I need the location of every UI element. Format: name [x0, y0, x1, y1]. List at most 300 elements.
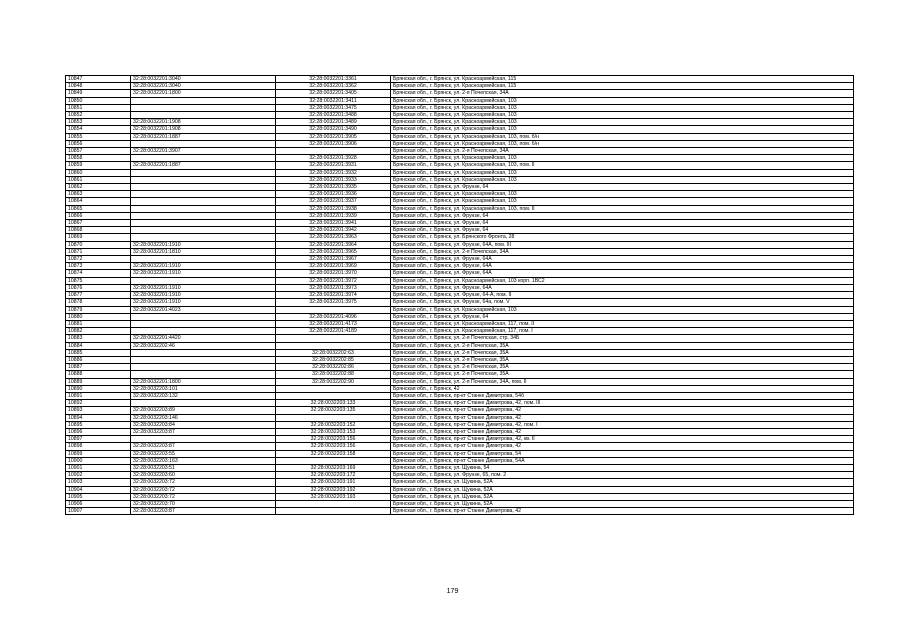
cadastral-number-cell: 32:28:0032201:3361: [276, 76, 391, 83]
parent-cadastral-number-cell: 32:28:0032201:1910: [131, 299, 276, 306]
address-cell: Брянская обл., г. Брянск, ул. Красноармейская, 103: [391, 155, 854, 162]
address-cell: Брянская обл., г. Брянск, ул. Щукина, 52А: [391, 479, 854, 486]
address-cell: Брянская обл., г. Брянск, пр-кт Станке Димитрова, 54: [391, 450, 854, 457]
parent-cadastral-number-cell: 32:28:0032203:89: [131, 407, 276, 414]
table-row: [66, 356, 854, 363]
cadastral-number-cell: 32:28:0032201:3411: [276, 97, 391, 104]
parent-cadastral-number-cell: 32:28:0032203:101: [131, 385, 276, 392]
row-number-cell: 10865: [66, 205, 131, 212]
row-number-cell: 10874: [66, 270, 131, 277]
parent-cadastral-number-cell: [131, 191, 276, 198]
table-row: [66, 212, 854, 219]
address-cell: Брянская обл., г. Брянск, ул. Красноармейская, 103, пом. II: [391, 162, 854, 169]
cadastral-number-cell: 32:28:0032201:4096: [276, 313, 391, 320]
table-row: [66, 299, 854, 306]
address-cell: Брянская обл., г. Брянск, ул. Красноармейская, 103: [391, 191, 854, 198]
table-row: [66, 306, 854, 313]
cadastral-number-cell: 32:28:0032203:156: [276, 443, 391, 450]
parent-cadastral-number-cell: [131, 227, 276, 234]
parent-cadastral-number-cell: 32:28:0032201:1910: [131, 270, 276, 277]
cadastral-number-cell: 32:28:0032201:3475: [276, 104, 391, 111]
cadastral-number-cell: [276, 414, 391, 421]
address-cell: Брянская обл., г. Брянск, пр-кт Станке Димитрова, 42: [391, 428, 854, 435]
row-number-cell: 10890: [66, 385, 131, 392]
row-number-cell: 10893: [66, 407, 131, 414]
parent-cadastral-number-cell: [131, 256, 276, 263]
cadastral-number-cell: 32:28:0032203:172: [276, 472, 391, 479]
table-row: [66, 112, 854, 119]
parent-cadastral-number-cell: 32:28:0032203:84: [131, 421, 276, 428]
row-number-cell: 10851: [66, 104, 131, 111]
address-cell: Брянская обл., г. Брянск, пр-кт Станке Димитрова, 54А: [391, 457, 854, 464]
parent-cadastral-number-cell: 32:28:0032201:3040: [131, 76, 276, 83]
address-cell: Брянская обл., г. Брянск, ул. Фрунзе, 64А, пом. III: [391, 241, 854, 248]
parent-cadastral-number-cell: 32:28:0032202:46: [131, 342, 276, 349]
cadastral-number-cell: 32:28:0032201:3938: [276, 205, 391, 212]
parent-cadastral-number-cell: [131, 169, 276, 176]
parent-cadastral-number-cell: 32:28:0032203:87: [131, 428, 276, 435]
cadastral-number-cell: 32:28:0032201:3937: [276, 198, 391, 205]
table-row: [66, 205, 854, 212]
address-cell: Брянская обл., г. Брянск, ул. Красноармейская, 103, пом. II: [391, 205, 854, 212]
address-cell: Брянская обл., г. Брянск, ул. Фрунзе, 64А: [391, 284, 854, 291]
table-row: [66, 378, 854, 385]
table-row: [66, 342, 854, 349]
parent-cadastral-number-cell: 32:28:0032201:1908: [131, 126, 276, 133]
parent-cadastral-number-cell: 32:28:0032201:1910: [131, 263, 276, 270]
parent-cadastral-number-cell: 32:28:0032203:132: [131, 392, 276, 399]
cadastral-number-cell: 32:28:0032203:158: [276, 450, 391, 457]
cadastral-number-cell: 32:28:0032201:3973: [276, 284, 391, 291]
cadastral-number-cell: 32:28:0032201:3975: [276, 299, 391, 306]
row-number-cell: 10869: [66, 234, 131, 241]
table-row: [66, 119, 854, 126]
address-cell: Брянская обл., г. Брянск, ул. Красноармейская, 103: [391, 176, 854, 183]
row-number-cell: 10848: [66, 83, 131, 90]
cadastral-number-cell: 32:28:0032201:3935: [276, 184, 391, 191]
parent-cadastral-number-cell: 32:28:0032203:72: [131, 479, 276, 486]
table-row: [66, 371, 854, 378]
address-cell: Брянская обл., г. Брянск, пр-кт Станке Димитрова, 42: [391, 508, 854, 515]
parent-cadastral-number-cell: [131, 184, 276, 191]
table-row: [66, 176, 854, 183]
address-cell: Брянская обл., г. Брянск, пр-кт Станке Димитрова, 42: [391, 414, 854, 421]
table-row: [66, 392, 854, 399]
parent-cadastral-number-cell: 32:28:0032201:3907: [131, 148, 276, 155]
parent-cadastral-number-cell: 32:28:0032203:87: [131, 443, 276, 450]
row-number-cell: 10872: [66, 256, 131, 263]
parent-cadastral-number-cell: [131, 371, 276, 378]
row-number-cell: 10891: [66, 392, 131, 399]
cadastral-number-cell: 32:28:0032201:3928: [276, 155, 391, 162]
row-number-cell: 10892: [66, 400, 131, 407]
row-number-cell: 10868: [66, 227, 131, 234]
address-cell: Брянская обл., г. Брянск, ул. Красноармейская, 103: [391, 306, 854, 313]
address-cell: Брянская обл., г. Брянск, ул. 2-я Почепская, 34А: [391, 248, 854, 255]
table-row: [66, 270, 854, 277]
table-row: [66, 400, 854, 407]
cadastral-register-table: [65, 75, 854, 515]
table-row: [66, 428, 854, 435]
address-cell: Брянская обл., г. Брянск, ул. Щукина, 52А: [391, 493, 854, 500]
parent-cadastral-number-cell: 32:28:0032201:1800: [131, 378, 276, 385]
address-cell: Брянская обл., г. Брянск, ул. Красноармейская, 103: [391, 169, 854, 176]
address-cell: Брянская обл., г. Брянск, ул. Красноармейская, 115: [391, 76, 854, 83]
parent-cadastral-number-cell: 32:28:0032201:1910: [131, 241, 276, 248]
table-row: [66, 508, 854, 515]
cadastral-number-cell: 32:28:0032201:3974: [276, 292, 391, 299]
table-row: [66, 241, 854, 248]
address-cell: Брянская обл., г. Брянск, ул. Фрунзе, 64-А, пом. II: [391, 292, 854, 299]
parent-cadastral-number-cell: [131, 400, 276, 407]
table-row: [66, 328, 854, 335]
row-number-cell: 10895: [66, 421, 131, 428]
cadastral-number-cell: [276, 148, 391, 155]
row-number-cell: 10877: [66, 292, 131, 299]
row-number-cell: 10886: [66, 356, 131, 363]
table-row: [66, 97, 854, 104]
parent-cadastral-number-cell: 32:28:0032201:4420: [131, 335, 276, 342]
parent-cadastral-number-cell: [131, 205, 276, 212]
table-row: [66, 457, 854, 464]
table-row: [66, 104, 854, 111]
cadastral-number-cell: [276, 508, 391, 515]
table-row: [66, 184, 854, 191]
cadastral-number-cell: 32:28:0032203:193: [276, 493, 391, 500]
row-number-cell: 10884: [66, 342, 131, 349]
cadastral-number-cell: 32:28:0032201:3972: [276, 277, 391, 284]
row-number-cell: 10899: [66, 450, 131, 457]
address-cell: Брянская обл., г. Брянск, ул. 2-я Почепская, стр. 34Б: [391, 335, 854, 342]
address-cell: Брянская обл., г. Брянск, ул. Красноармейская, 115: [391, 83, 854, 90]
cadastral-number-cell: 32:28:0032203:191: [276, 479, 391, 486]
cadastral-number-cell: 32:28:0032201:3905: [276, 133, 391, 140]
row-number-cell: 10879: [66, 306, 131, 313]
address-cell: Брянская обл., г. Брянск, ул. Фрунзе, 64: [391, 220, 854, 227]
table-row: [66, 284, 854, 291]
cadastral-number-cell: [276, 342, 391, 349]
row-number-cell: 10880: [66, 313, 131, 320]
parent-cadastral-number-cell: 32:28:0032201:1800: [131, 90, 276, 97]
row-number-cell: 10864: [66, 198, 131, 205]
parent-cadastral-number-cell: 32:28:0032201:3040: [131, 83, 276, 90]
cadastral-number-cell: 32:28:0032203:152: [276, 421, 391, 428]
parent-cadastral-number-cell: [131, 104, 276, 111]
address-cell: Брянская обл., г. Брянск, пр-кт Станке Димитрова, 42: [391, 407, 854, 414]
row-number-cell: 10856: [66, 140, 131, 147]
table-row: [66, 385, 854, 392]
row-number-cell: 10878: [66, 299, 131, 306]
address-cell: Брянская обл., г. Брянск, ул. Фрунзе, 64А: [391, 263, 854, 270]
cadastral-number-cell: 32:28:0032201:3964: [276, 241, 391, 248]
cadastral-number-cell: 32:28:0032201:3488: [276, 112, 391, 119]
row-number-cell: 10873: [66, 263, 131, 270]
table-row: [66, 500, 854, 507]
address-cell: Брянская обл., г. Брянск, ул. Фрунзе, 64А: [391, 256, 854, 263]
row-number-cell: 10876: [66, 284, 131, 291]
table-row: [66, 313, 854, 320]
cadastral-number-cell: 32:28:0032202:86: [276, 364, 391, 371]
row-number-cell: 10889: [66, 378, 131, 385]
cadastral-number-cell: 32:28:0032203:153: [276, 428, 391, 435]
row-number-cell: 10855: [66, 133, 131, 140]
table-row: [66, 436, 854, 443]
table-row: [66, 191, 854, 198]
cadastral-number-cell: [276, 392, 391, 399]
address-cell: Брянская обл., г. Брянск, ул. 2-я Почепская, 35А: [391, 364, 854, 371]
table-row: [66, 335, 854, 342]
table-row: [66, 234, 854, 241]
row-number-cell: 10852: [66, 112, 131, 119]
row-number-cell: 10900: [66, 457, 131, 464]
parent-cadastral-number-cell: [131, 313, 276, 320]
cadastral-number-cell: 32:28:0032203:133: [276, 400, 391, 407]
parent-cadastral-number-cell: 32:28:0032201:4023: [131, 306, 276, 313]
address-cell: Брянская обл., г. Брянск, ул. Красноармейская, 103: [391, 112, 854, 119]
address-cell: Брянская обл., г. Брянск, ул. Красноармейская, 103 корп. 1ВС2: [391, 277, 854, 284]
cadastral-number-cell: 32:28:0032201:4173: [276, 320, 391, 327]
page-number: 179: [446, 588, 459, 595]
address-cell: Брянская обл., г. Брянск, 42: [391, 385, 854, 392]
cadastral-number-cell: 32:28:0032201:3970: [276, 270, 391, 277]
table-row: [66, 320, 854, 327]
row-number-cell: 10881: [66, 320, 131, 327]
table-row: [66, 76, 854, 83]
table-row: [66, 263, 854, 270]
parent-cadastral-number-cell: [131, 176, 276, 183]
cadastral-number-cell: 32:28:0032201:3489: [276, 119, 391, 126]
row-number-cell: 10887: [66, 364, 131, 371]
table-row: [66, 133, 854, 140]
address-cell: Брянская обл., г. Брянск, пр-кт Станке Димитрова, 42, пом. I: [391, 421, 854, 428]
row-number-cell: 10888: [66, 371, 131, 378]
parent-cadastral-number-cell: 32:28:0032201:1908: [131, 119, 276, 126]
table-row: [66, 493, 854, 500]
address-cell: Брянская обл., г. Брянск, ул. Красноармейская, 103, пом. б/н: [391, 133, 854, 140]
address-cell: Брянская обл., г. Брянск, ул. Красноармейская, 103, пом. б/н: [391, 140, 854, 147]
cadastral-number-cell: 32:28:0032202:63: [276, 349, 391, 356]
row-number-cell: 10896: [66, 428, 131, 435]
table-row: [66, 450, 854, 457]
row-number-cell: 10902: [66, 472, 131, 479]
address-cell: Брянская обл., г. Брянск, пр-кт Станке Димитрова, 42: [391, 443, 854, 450]
table-row: [66, 220, 854, 227]
table-row: [66, 248, 854, 255]
row-number-cell: 10849: [66, 90, 131, 97]
cadastral-number-cell: 32:28:0032201:3405: [276, 90, 391, 97]
table-row: [66, 292, 854, 299]
row-number-cell: 10875: [66, 277, 131, 284]
parent-cadastral-number-cell: [131, 364, 276, 371]
address-cell: Брянская обл., г. Брянск, ул. 2-я Почепская, 34А: [391, 90, 854, 97]
address-cell: Брянская обл., г. Брянск, ул. Красноармейская, 103: [391, 126, 854, 133]
parent-cadastral-number-cell: 32:28:0032201:1887: [131, 133, 276, 140]
parent-cadastral-number-cell: [131, 155, 276, 162]
cadastral-number-cell: 32:28:0032201:3932: [276, 169, 391, 176]
parent-cadastral-number-cell: [131, 140, 276, 147]
row-number-cell: 10882: [66, 328, 131, 335]
parent-cadastral-number-cell: 32:28:0032201:1910: [131, 284, 276, 291]
address-cell: Брянская обл., г. Брянск, ул. Фрунзе, 64: [391, 184, 854, 191]
cadastral-number-cell: [276, 500, 391, 507]
row-number-cell: 10857: [66, 148, 131, 155]
address-cell: Брянская обл., г. Брянск, пр-кт Станке Димитрова, 54б: [391, 392, 854, 399]
table-row: [66, 414, 854, 421]
table-row: [66, 472, 854, 479]
parent-cadastral-number-cell: [131, 277, 276, 284]
parent-cadastral-number-cell: 32:28:0032203:51: [131, 464, 276, 471]
cadastral-number-cell: 32:28:0032201:3936: [276, 191, 391, 198]
cadastral-number-cell: 32:28:0032202:85: [276, 356, 391, 363]
cadastral-number-cell: 32:28:0032201:4189: [276, 328, 391, 335]
cadastral-number-cell: 32:28:0032201:3963: [276, 234, 391, 241]
row-number-cell: 10861: [66, 176, 131, 183]
address-cell: Брянская обл., г. Брянск, ул. 2-я Почепская, 35А: [391, 371, 854, 378]
row-number-cell: 10901: [66, 464, 131, 471]
table-body: [66, 76, 854, 515]
address-cell: Брянская обл., г. Брянск, ул. Красноармейская, 103: [391, 104, 854, 111]
address-cell: Брянская обл., г. Брянск, ул. Фрунзе, 64а, пом. V: [391, 299, 854, 306]
table-row: [66, 227, 854, 234]
address-cell: Брянская обл., г. Брянск, ул. Красноармейская, 103: [391, 119, 854, 126]
table-row: [66, 256, 854, 263]
parent-cadastral-number-cell: [131, 328, 276, 335]
parent-cadastral-number-cell: 32:28:0032203:163: [131, 457, 276, 464]
parent-cadastral-number-cell: 32:28:0032201:1810: [131, 248, 276, 255]
table-row: [66, 486, 854, 493]
cadastral-number-cell: 32:28:0032201:3965: [276, 248, 391, 255]
cadastral-number-cell: 32:28:0032201:3931: [276, 162, 391, 169]
row-number-cell: 10867: [66, 220, 131, 227]
row-number-cell: 10853: [66, 119, 131, 126]
row-number-cell: 10903: [66, 479, 131, 486]
parent-cadastral-number-cell: 32:28:0032203:55: [131, 450, 276, 457]
address-cell: Брянская обл., г. Брянск, ул. 2-я Почепская, 35А: [391, 349, 854, 356]
parent-cadastral-number-cell: 32:28:0032203:72: [131, 486, 276, 493]
cadastral-number-cell: 32:28:0032201:3967: [276, 256, 391, 263]
cadastral-number-cell: 32:28:0032203:169: [276, 464, 391, 471]
parent-cadastral-number-cell: [131, 198, 276, 205]
row-number-cell: 10862: [66, 184, 131, 191]
cadastral-number-cell: 32:28:0032201:3941: [276, 220, 391, 227]
cadastral-number-cell: 32:28:0032203:135: [276, 407, 391, 414]
cadastral-number-cell: 32:28:0032203:192: [276, 486, 391, 493]
cadastral-number-cell: 32:28:0032202:88: [276, 371, 391, 378]
row-number-cell: 10883: [66, 335, 131, 342]
cadastral-number-cell: 32:28:0032201:3939: [276, 212, 391, 219]
address-cell: Брянская обл., г. Брянск, ул. Красноармейская, 117, пом. II: [391, 320, 854, 327]
table-row: [66, 155, 854, 162]
row-number-cell: 10860: [66, 169, 131, 176]
address-cell: Брянская обл., г. Брянск, ул. Щукина, 52А: [391, 486, 854, 493]
parent-cadastral-number-cell: 32:28:0032203:146: [131, 414, 276, 421]
row-number-cell: 10863: [66, 191, 131, 198]
table-row: [66, 140, 854, 147]
table-row: [66, 349, 854, 356]
row-number-cell: 10854: [66, 126, 131, 133]
address-cell: Брянская обл., г. Брянск, ул. 2-я Почепская, 35А: [391, 342, 854, 349]
parent-cadastral-number-cell: [131, 220, 276, 227]
table-row: [66, 443, 854, 450]
address-cell: Брянская обл., г. Брянск, ул. Фрунзе, 64А: [391, 270, 854, 277]
table-row: [66, 407, 854, 414]
row-number-cell: 10904: [66, 486, 131, 493]
address-cell: Брянская обл., г. Брянск, ул. Фрунзе, 65, пом. 2: [391, 472, 854, 479]
parent-cadastral-number-cell: [131, 234, 276, 241]
parent-cadastral-number-cell: [131, 320, 276, 327]
table-row: [66, 148, 854, 155]
parent-cadastral-number-cell: [131, 212, 276, 219]
address-cell: Брянская обл., г. Брянск, ул. Фрунзе, 64: [391, 227, 854, 234]
address-cell: Брянская обл., г. Брянск, ул. Щукина, 54: [391, 464, 854, 471]
address-cell: Брянская обл., г. Брянск, ул. Красноармейская, 117, пом. I: [391, 328, 854, 335]
table-row: [66, 162, 854, 169]
table-row: [66, 464, 854, 471]
table-row: [66, 83, 854, 90]
parent-cadastral-number-cell: 32:28:0032203:60: [131, 472, 276, 479]
parent-cadastral-number-cell: [131, 112, 276, 119]
table-row: [66, 126, 854, 133]
cadastral-number-cell: 32:28:0032201:3490: [276, 126, 391, 133]
row-number-cell: 10859: [66, 162, 131, 169]
row-number-cell: 10898: [66, 443, 131, 450]
address-cell: Брянская обл., г. Брянск, ул. Щукина, 52А: [391, 500, 854, 507]
table-row: [66, 364, 854, 371]
cadastral-number-cell: [276, 335, 391, 342]
row-number-cell: 10894: [66, 414, 131, 421]
cadastral-number-cell: 32:28:0032201:3362: [276, 83, 391, 90]
parent-cadastral-number-cell: 32:28:0032203:72: [131, 493, 276, 500]
row-number-cell: 10858: [66, 155, 131, 162]
parent-cadastral-number-cell: [131, 356, 276, 363]
row-number-cell: 10850: [66, 97, 131, 104]
parent-cadastral-number-cell: [131, 97, 276, 104]
row-number-cell: 10885: [66, 349, 131, 356]
cadastral-number-cell: 32:28:0032201:3933: [276, 176, 391, 183]
parent-cadastral-number-cell: 32:28:0032201:1887: [131, 162, 276, 169]
table-row: [66, 277, 854, 284]
parent-cadastral-number-cell: 32:28:0032201:1910: [131, 292, 276, 299]
row-number-cell: 10906: [66, 500, 131, 507]
cadastral-number-cell: 32:28:0032201:3942: [276, 227, 391, 234]
row-number-cell: 10847: [66, 76, 131, 83]
cadastral-number-cell: [276, 457, 391, 464]
cadastral-number-cell: [276, 385, 391, 392]
cadastral-number-cell: 32:28:0032201:3969: [276, 263, 391, 270]
table-row: [66, 198, 854, 205]
table-row: [66, 90, 854, 97]
cadastral-number-cell: 32:28:0032201:3906: [276, 140, 391, 147]
address-cell: Брянская обл., г. Брянск, пр-кт Станке Димитрова, 42, кв. II: [391, 436, 854, 443]
address-cell: Брянская обл., г. Брянск, ул. Красноармейская, 103: [391, 198, 854, 205]
cadastral-number-cell: 32:28:0032202:90: [276, 378, 391, 385]
row-number-cell: 10870: [66, 241, 131, 248]
address-cell: Брянская обл., г. Брянск, ул. Красноармейская, 103: [391, 97, 854, 104]
row-number-cell: 10897: [66, 436, 131, 443]
parent-cadastral-number-cell: 32:28:0032203:87: [131, 508, 276, 515]
cadastral-number-cell: [276, 306, 391, 313]
address-cell: Брянская обл., г. Брянск, ул. 2-я Почепская, 34А: [391, 148, 854, 155]
table-row: [66, 479, 854, 486]
table-row: [66, 169, 854, 176]
parent-cadastral-number-cell: 32:28:0032203:70: [131, 500, 276, 507]
address-cell: Брянская обл., г. Брянск, ул. 2-я Почепская, 35А: [391, 356, 854, 363]
address-cell: Брянская обл., г. Брянск, ул. Брянского Фронта, 28: [391, 234, 854, 241]
address-cell: Брянская обл., г. Брянск, ул. Фрунзе, 64: [391, 212, 854, 219]
parent-cadastral-number-cell: [131, 436, 276, 443]
address-cell: Брянская обл., г. Брянск, ул. Фрунзе, 64: [391, 313, 854, 320]
row-number-cell: 10907: [66, 508, 131, 515]
